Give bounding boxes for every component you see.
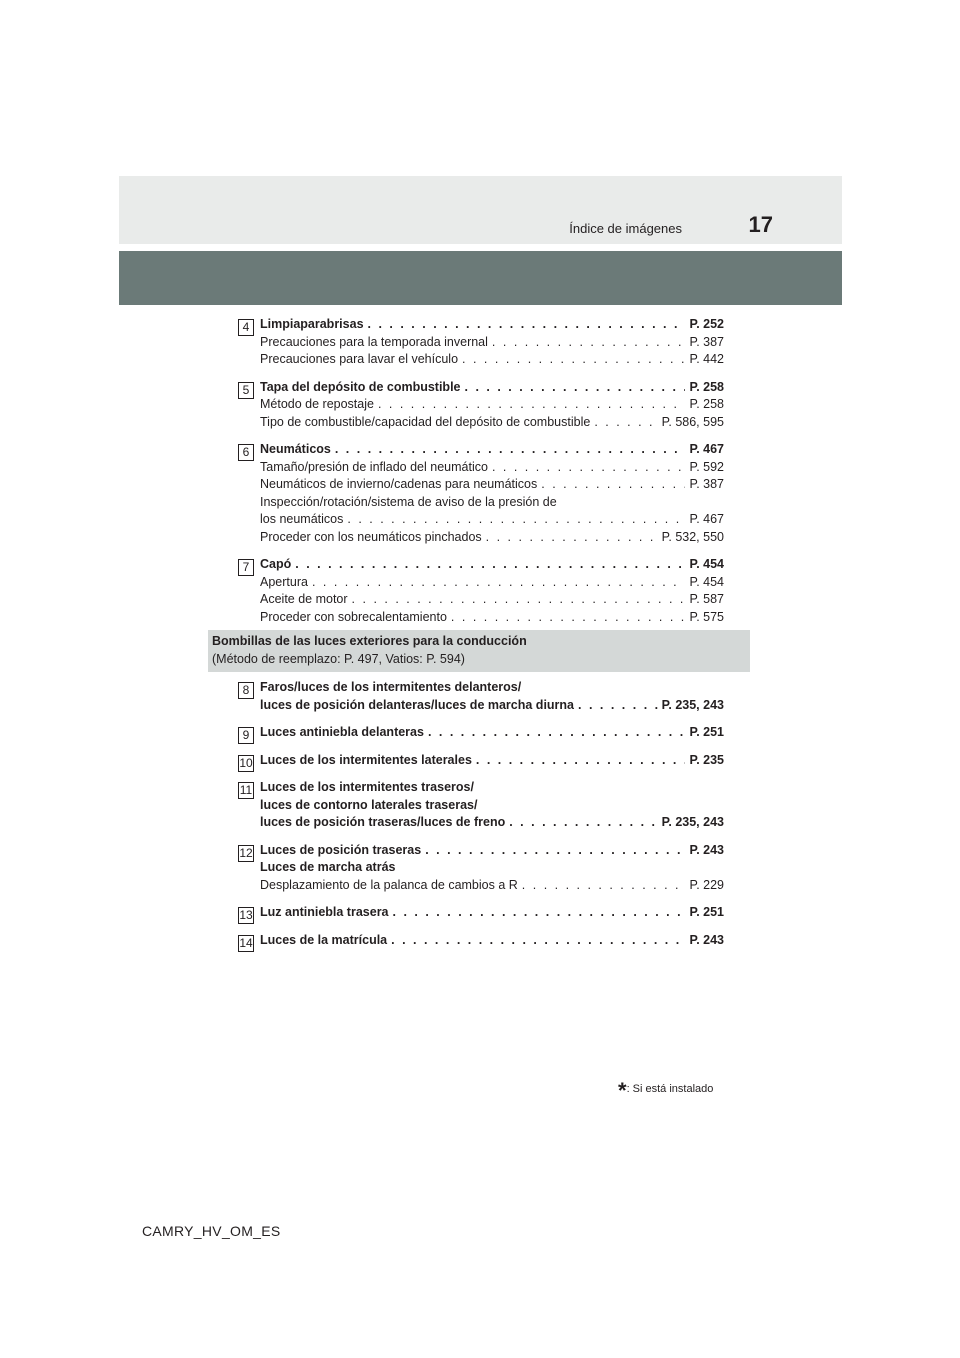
entry-text: Proceder con sobrecalentamiento — [260, 609, 447, 624]
index-entry — [236, 842, 724, 895]
index-entry — [236, 724, 724, 742]
page-reference: P. 252 — [689, 317, 724, 331]
entry-line: luces de contorno laterales traseras/ — [260, 797, 478, 812]
page-reference: P. 387 — [689, 334, 724, 349]
entry-line — [260, 379, 724, 397]
callout-number-badge: 7 — [238, 559, 254, 576]
entry-line — [260, 351, 724, 369]
callout-number-badge: 5 — [238, 382, 254, 399]
bulb-section-title: Bombillas de las luces exteriores para la conducción — [212, 634, 527, 648]
entry-line: Luces de los intermitentes traseros/ — [260, 780, 474, 794]
entry-text: Luces de los intermitentes laterales — [260, 752, 472, 767]
dot-leader — [393, 904, 686, 922]
callout-number-badge: 14 — [239, 935, 253, 950]
entry-line — [260, 414, 724, 432]
entry-line: Faros/luces de los intermitentes delanteros/ — [260, 680, 522, 694]
document-id: CAMRY_HV_OM_ES — [142, 1223, 281, 1239]
callout-number-badge: 13 — [239, 908, 253, 922]
index-entry — [236, 316, 724, 369]
page-reference: P. 229 — [689, 877, 724, 892]
page-reference: P. 532, 550 — [661, 529, 724, 544]
dot-leader — [465, 379, 686, 397]
dot-leader — [509, 814, 657, 832]
dot-leader — [312, 574, 686, 592]
dot-leader — [486, 529, 658, 547]
index-entry — [236, 752, 724, 770]
page-reference: P. 442 — [689, 352, 724, 366]
dot-leader — [492, 459, 686, 477]
entry-line — [260, 334, 724, 352]
entry-text: Tapa del depósito de combustible — [260, 379, 461, 394]
page-reference: P. 251 — [689, 905, 724, 919]
page-reference: P. 467 — [689, 442, 724, 456]
dot-leader — [476, 752, 686, 770]
entry-text: luces de posición delanteras/luces de marcha diurna — [260, 697, 575, 712]
entry-line — [260, 842, 724, 860]
index-entry — [236, 679, 724, 714]
callout-number-badge: 11 — [239, 783, 253, 797]
entry-line — [260, 476, 724, 494]
entry-line — [260, 511, 724, 529]
entry-line: Luces de marcha atrás — [260, 860, 396, 874]
page-reference: P. 258 — [689, 379, 724, 394]
component-list-bottom — [236, 679, 724, 959]
entry-text: Tipo de combustible/capacidad del depósito de combustible — [260, 414, 591, 429]
dot-leader — [492, 334, 686, 352]
page-number: 17 — [748, 212, 773, 237]
callout-number-badge: 6 — [238, 444, 254, 461]
header-band — [119, 251, 842, 305]
footnote — [618, 1078, 713, 1104]
dot-leader — [391, 932, 685, 950]
dot-leader — [335, 441, 686, 459]
entry-line — [260, 904, 724, 922]
dot-leader — [425, 842, 685, 860]
page-reference: P. 454 — [689, 557, 724, 571]
entry-line — [260, 529, 724, 547]
bulb-section-banner — [208, 630, 750, 672]
dot-leader — [368, 316, 686, 334]
section-title: Índice de imágenes — [569, 221, 682, 236]
index-entry — [236, 779, 724, 832]
entry-line — [260, 814, 724, 832]
entry-text: los neumáticos — [260, 512, 344, 526]
entry-line — [260, 556, 724, 574]
entry-line — [260, 574, 724, 592]
entry-text: Limpiaparabrisas — [260, 317, 364, 331]
page-reference: P. 387 — [689, 477, 724, 491]
index-entry — [236, 932, 724, 950]
callout-number-badge: 10 — [239, 755, 253, 770]
page-reference: P. 587 — [689, 592, 724, 606]
entry-line — [260, 877, 724, 895]
entry-text: Luces de posición traseras — [260, 842, 422, 857]
entry-line — [260, 697, 724, 715]
entry-text: Luces antiniebla delanteras — [260, 725, 424, 739]
footnote-symbol: * — [618, 1078, 627, 1103]
entry-line — [260, 591, 724, 609]
footnote-text: : Si está instalado — [626, 1083, 714, 1095]
page-reference: P. 235 — [689, 752, 724, 767]
page-reference: P. 586, 595 — [661, 414, 724, 429]
entry-text: Neumáticos de invierno/cadenas para neumáticos — [260, 477, 538, 491]
page-reference: P. 454 — [689, 574, 724, 589]
entry-text: Capó — [260, 557, 292, 571]
dot-leader — [378, 396, 686, 414]
callout-number-badge: 12 — [239, 845, 253, 860]
entry-line — [260, 724, 724, 742]
entry-line — [260, 316, 724, 334]
page-reference: P. 243 — [689, 932, 724, 947]
index-entry — [236, 441, 724, 546]
bulb-section-subtitle: (Método de reemplazo: P. 497, Vatios: P. 594) — [212, 652, 465, 666]
page-reference: P. 235, 243 — [661, 815, 724, 829]
dot-leader — [347, 511, 685, 529]
entry-text: Método de repostaje — [260, 397, 374, 411]
entry-line — [260, 459, 724, 477]
entry-text: Precauciones para lavar el vehículo — [260, 352, 459, 366]
page-reference: P. 251 — [689, 725, 724, 739]
dot-leader — [541, 476, 685, 494]
index-entry — [236, 904, 724, 922]
entry-text: Proceder con los neumáticos pinchados — [260, 529, 482, 544]
entry-line — [260, 752, 724, 770]
component-list-top — [236, 316, 724, 636]
entry-text: luces de posición traseras/luces de freno — [260, 815, 506, 829]
dot-leader — [522, 877, 686, 895]
entry-line — [260, 609, 724, 627]
page-reference: P. 258 — [689, 397, 724, 411]
page-reference: P. 467 — [689, 512, 724, 526]
entry-text: Precauciones para la temporada invernal — [260, 334, 488, 349]
entry-text: Aceite de motor — [260, 592, 348, 606]
entry-line: Inspección/rotación/sistema de aviso de la presión de — [260, 494, 557, 509]
dot-leader — [462, 351, 685, 369]
page-reference: P. 575 — [689, 609, 724, 624]
dot-leader — [352, 591, 686, 609]
page-reference: P. 592 — [689, 459, 724, 474]
callout-number-badge: 8 — [238, 682, 254, 699]
entry-line — [260, 932, 724, 950]
entry-text: Luces de la matrícula — [260, 932, 388, 947]
entry-line — [260, 396, 724, 414]
page-reference: P. 243 — [689, 842, 724, 857]
callout-number-badge: 4 — [238, 319, 254, 336]
page-reference: P. 235, 243 — [661, 697, 724, 712]
entry-line — [260, 441, 724, 459]
dot-leader — [594, 414, 657, 432]
callout-number-badge: 9 — [238, 727, 254, 744]
entry-text: Neumáticos — [260, 442, 331, 456]
index-entry — [236, 379, 724, 432]
entry-text: Desplazamiento de la palanca de cambios a R — [260, 877, 518, 892]
dot-leader — [428, 724, 686, 742]
entry-text: Tamaño/presión de inflado del neumático — [260, 459, 488, 474]
dot-leader — [578, 697, 658, 715]
page-header — [119, 176, 842, 244]
dot-leader — [295, 556, 685, 574]
entry-text: Luz antiniebla trasera — [260, 905, 389, 919]
entry-text: Apertura — [260, 574, 308, 589]
dot-leader — [451, 609, 686, 627]
index-entry — [236, 556, 724, 626]
